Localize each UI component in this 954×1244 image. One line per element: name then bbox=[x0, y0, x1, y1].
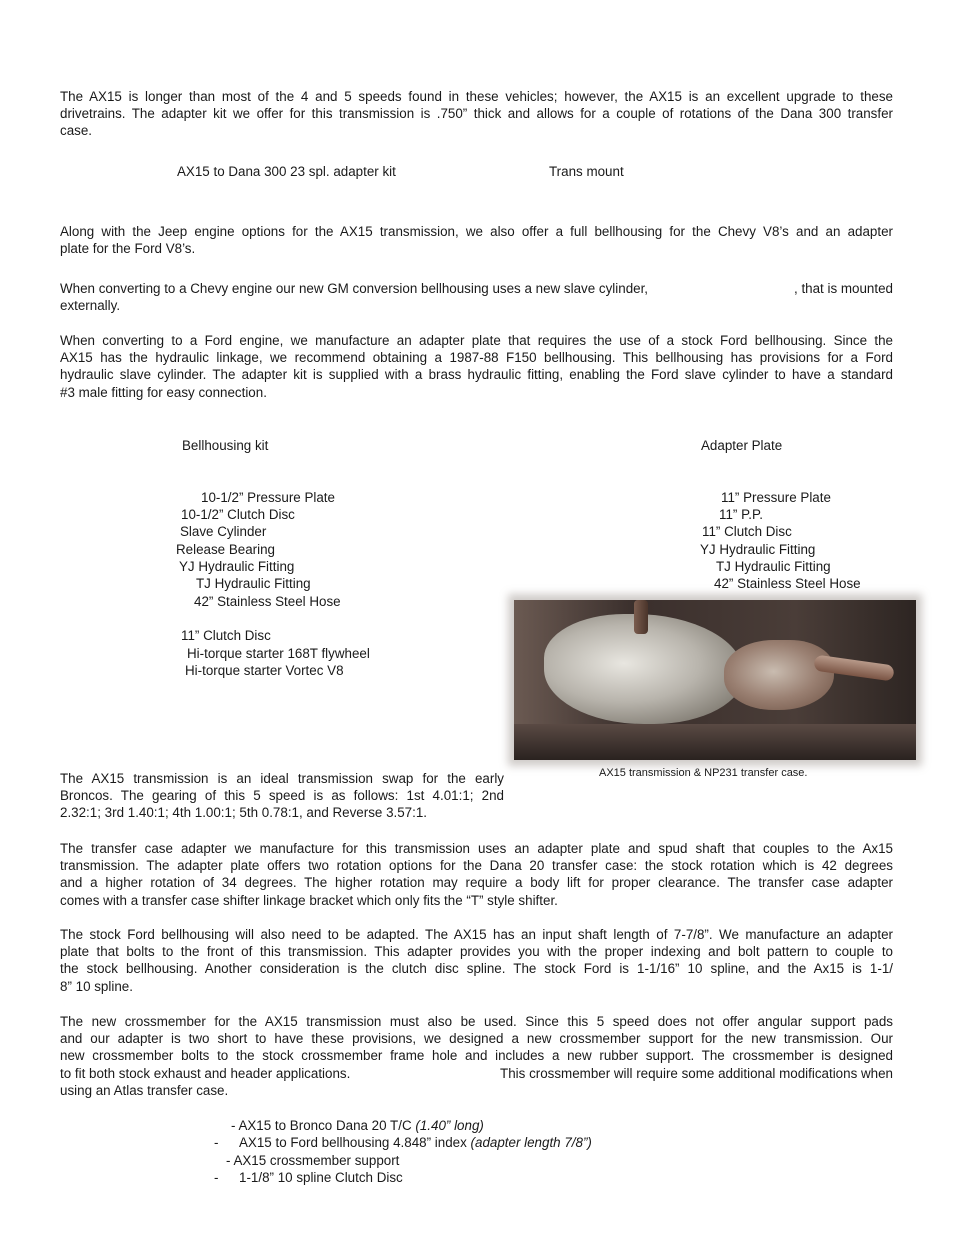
list-item: YJ Hydraulic Fitting bbox=[700, 542, 816, 557]
ford-line: AX15 has the hydraulic linkage, we recommend obtaining a 1987-88 F150 bellhousing. This bellhousing has provisions for a Ford bbox=[60, 350, 893, 366]
bottom-list-item: 1-1/8” 10 spline Clutch Disc bbox=[239, 1170, 403, 1185]
list-item: 11” Pressure Plate bbox=[721, 490, 831, 505]
crossmember-line: The new crossmember for the AX15 transmission must also be used. Since this 5 speed does not offer angular support pads bbox=[60, 1014, 893, 1029]
list-item: TJ Hydraulic Fitting bbox=[716, 559, 831, 574]
bellhousing-line: plate that bolts to the front of this transmission. This adapter provides you with the proper indexing and bolt pattern to couple to bbox=[60, 944, 893, 960]
transfer-case-shape bbox=[724, 640, 834, 710]
crossmember-line-4a: to fit both stock exhaust and header applications. bbox=[60, 1066, 351, 1081]
bottom-list-item bbox=[231, 1117, 484, 1134]
bottom-item-4-dash: - bbox=[214, 1170, 219, 1185]
list-item: Hi-torque starter Vortec V8 bbox=[185, 663, 344, 678]
tcase-line: The transfer case adapter we manufacture for this transmission uses an adapter plate and spud shaft that couples to the Ax15 bbox=[60, 841, 893, 856]
bottom-item-2-dash: - bbox=[214, 1135, 219, 1150]
bottom-item-1-text: - AX15 to Bronco Dana 20 T/C bbox=[231, 1118, 412, 1133]
bellhousing-line: the stock bellhousing. Another consideration is the clutch disc spline. The stock Ford is 1-1/16” 10 spline, and the Ax15 is 1-1/ bbox=[60, 961, 893, 977]
ford-paragraph bbox=[60, 332, 893, 401]
crossmember-line: and our adapter is two short to have these provisions, we designed a new crossmember support for the new transmission. Our bbox=[60, 1031, 893, 1047]
workbench-shape bbox=[514, 724, 916, 760]
tcase-line: transmission. The adapter plate offers two rotation options for the Dana 20 transfer case: the stock rotation which is 42 degrees bbox=[60, 858, 893, 874]
bottom-list-item bbox=[239, 1134, 592, 1151]
crossmember-line-5: using an Atlas transfer case. bbox=[60, 1083, 229, 1098]
list-item: 11” Clutch Disc bbox=[181, 628, 271, 643]
list-item: 10-1/2” Pressure Plate bbox=[201, 490, 335, 505]
list-item: TJ Hydraulic Fitting bbox=[196, 576, 311, 591]
adapter-plate-heading: Adapter Plate bbox=[701, 438, 783, 453]
list-item: 11” P.P. bbox=[719, 507, 763, 522]
list-item: 42” Stainless Steel Hose bbox=[714, 576, 861, 591]
tcase-line: comes with a transfer case shifter linkage bracket which only fits the “T” style shifter. bbox=[60, 892, 558, 908]
list-item: Slave Cylinder bbox=[180, 524, 267, 539]
bronco-line: Broncos. The gearing of this 5 speed is as follows: 1st 4.01:1; 2nd bbox=[60, 788, 504, 804]
list-item: YJ Hydraulic Fitting bbox=[179, 559, 295, 574]
chevy-line-1a: When converting to a Chevy engine our new GM conversion bellhousing uses a new slave cylinder, bbox=[60, 281, 649, 296]
ford-line: #3 male fitting for easy connection. bbox=[60, 384, 267, 400]
engines-line: plate for the Ford V8’s. bbox=[60, 241, 196, 257]
shifter-shape bbox=[634, 600, 648, 634]
ford-line: hydraulic slave cylinder. The adapter kit is supplied with a brass hydraulic fitting, enabling the Ford slave cylinder to have a standard bbox=[60, 367, 893, 383]
intro-line: case. bbox=[60, 123, 93, 139]
bellhousing-line: 8” 10 spline. bbox=[60, 978, 133, 994]
bronco-paragraph bbox=[60, 770, 504, 822]
bellhousing-line: The stock Ford bellhousing will also need to be adapted. The AX15 has an input shaft length of 7-7/8”. We manufacture an adapter bbox=[60, 927, 893, 942]
bottom-item-2-note: (adapter length 7/8”) bbox=[470, 1135, 592, 1150]
bottom-item-1-note: (1.40” long) bbox=[415, 1118, 484, 1133]
bronco-line: 2.32:1; 3rd 1.40:1; 4th 1.00:1; 5th 0.78:1, and Reverse 3.57:1. bbox=[60, 805, 428, 821]
intro-paragraph bbox=[60, 88, 893, 140]
bellhousing-kit-heading: Bellhousing kit bbox=[182, 438, 269, 453]
transfer-case-paragraph bbox=[60, 840, 893, 909]
bottom-item-2-text: AX15 to Ford bellhousing 4.848” index bbox=[239, 1135, 467, 1150]
chevy-line-1b: , that is mounted bbox=[794, 281, 893, 296]
engines-line: Along with the Jeep engine options for the AX15 transmission, we also offer a full bellhousing for the Chevy V8’s and an adapter bbox=[60, 224, 893, 239]
bronco-line: The AX15 transmission is an ideal transmission swap for the early bbox=[60, 771, 504, 786]
transmission-photo bbox=[514, 600, 916, 760]
chevy-line-2: externally. bbox=[60, 298, 121, 313]
tcase-line: and a higher rotation of 34 degrees. The higher rotation may require a body lift for proper clearance. The transfer case adapter bbox=[60, 875, 893, 891]
ford-line: When converting to a Ford engine, we manufacture an adapter plate that requires the use of a stock Ford bellhousing. Since the bbox=[60, 333, 893, 348]
list-item: 10-1/2” Clutch Disc bbox=[181, 507, 295, 522]
list-item: 42” Stainless Steel Hose bbox=[194, 594, 341, 609]
kit-item-adapter: AX15 to Dana 300 23 spl. adapter kit bbox=[177, 164, 396, 179]
intro-line: The AX15 is longer than most of the 4 and 5 speeds found in these vehicles; however, the AX15 is an excellent upgrade to these bbox=[60, 89, 893, 104]
list-item: 11” Clutch Disc bbox=[702, 524, 792, 539]
kit-item-trans-mount: Trans mount bbox=[549, 164, 624, 179]
photo-caption: AX15 transmission & NP231 transfer case. bbox=[599, 767, 808, 779]
crossmember-paragraph bbox=[60, 1013, 893, 1065]
crossmember-line: new crossmember bolts to the stock crossmember frame hole and includes a new rubber support. The crossmember is designed bbox=[60, 1048, 893, 1064]
engines-paragraph bbox=[60, 223, 893, 257]
crossmember-line-4b: This crossmember will require some additional modifications when bbox=[500, 1066, 893, 1081]
intro-line: drivetrains. The adapter kit we offer for this transmission is .750” thick and allows for a couple of rotations of the Dana 300 transfer bbox=[60, 106, 893, 122]
list-item: Hi-torque starter 168T flywheel bbox=[187, 646, 370, 661]
bellhousing-paragraph bbox=[60, 926, 893, 995]
list-item: Release Bearing bbox=[176, 542, 276, 557]
bottom-list-item: - AX15 crossmember support bbox=[226, 1153, 400, 1168]
